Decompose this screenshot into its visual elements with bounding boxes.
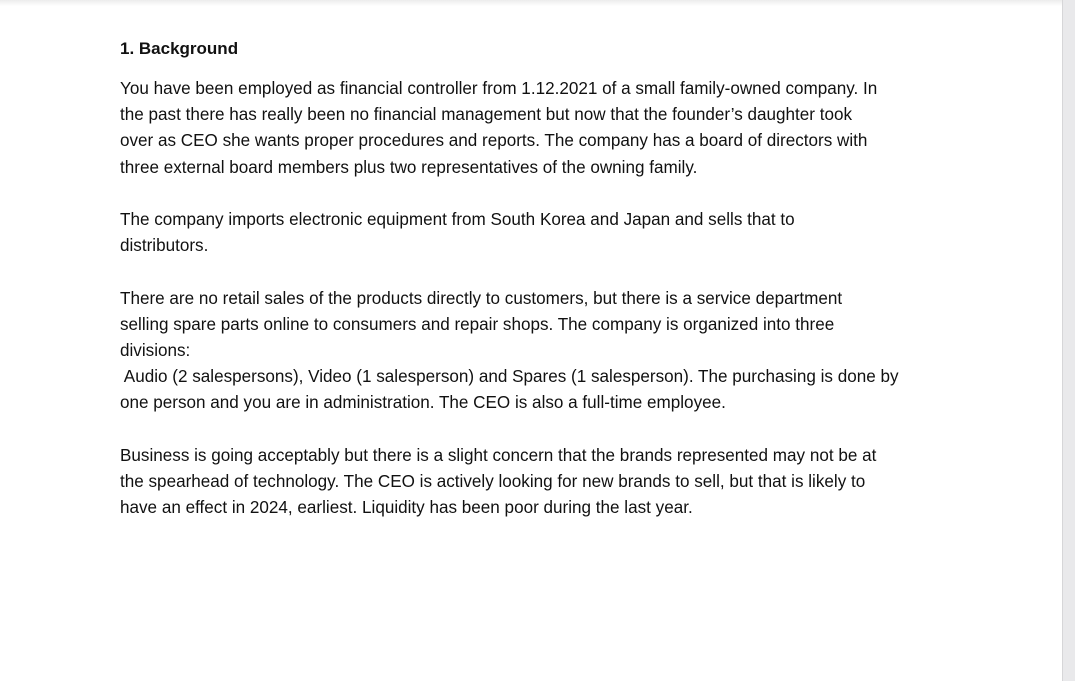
text-line: You have been employed as financial controller from 1.12.2021 of a small family-owned company. In (120, 79, 878, 98)
paragraph-imports (120, 207, 940, 259)
text-line: Business is going acceptably but there is a slight concern that the brands represented may not be at (120, 445, 877, 465)
document-body[interactable] (120, 37, 940, 548)
text-line: one person and you are in administration. The CEO is also a full-time employee. (120, 393, 726, 413)
text-line: selling spare parts online to consumers and repair shops. The company is organized into three (120, 314, 835, 334)
page-top-shadow (0, 0, 1062, 6)
paragraph-employment (120, 76, 940, 181)
text-line: distributors. (120, 236, 209, 256)
text-line: have an effect in 2024, earliest. Liquidity has been poor during the last year. (120, 498, 693, 518)
text-line: divisions: (120, 341, 191, 360)
text-line: There are no retail sales of the products directly to customers, but there is a service department (120, 288, 843, 308)
text-line: The company imports electronic equipment from South Korea and Japan and sells that to (120, 210, 795, 229)
vertical-scrollbar-track[interactable] (1062, 0, 1075, 681)
paragraph-business (120, 443, 940, 522)
text-line: Audio (2 salespersons), Video (1 salesperson) and Spares (1 salesperson). The purchasing is done by (120, 367, 899, 387)
text-line: the spearhead of technology. The CEO is actively looking for new brands to sell, but that is likely to (120, 472, 866, 491)
section-heading: 1. Background (120, 39, 239, 58)
text-line: the past there has really been no financial management but now that the founder’s daughter took (120, 105, 853, 125)
paragraph-divisions (120, 286, 940, 417)
text-line: three external board members plus two representatives of the owning family. (120, 157, 698, 177)
text-line: over as CEO she wants proper procedures and reports. The company has a board of directors with (120, 131, 868, 151)
